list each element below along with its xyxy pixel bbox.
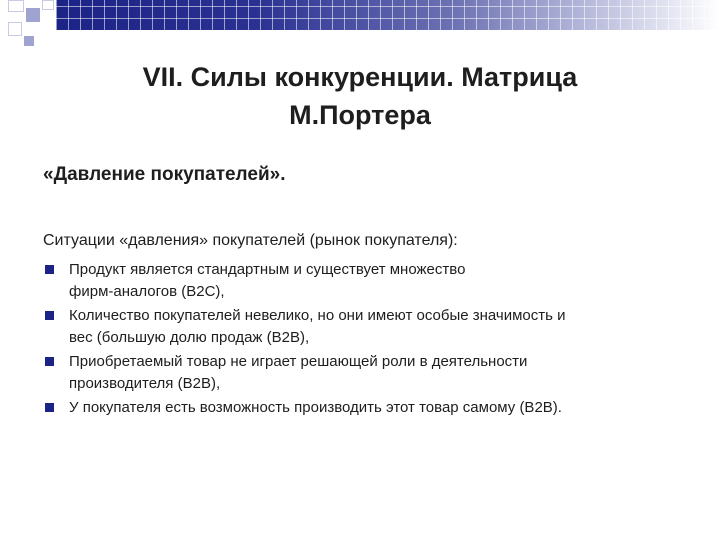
bullet-line: Продукт является стандартным и существует множество: [69, 261, 466, 278]
list-item: [43, 397, 683, 419]
bullet-line: У покупателя есть возможность производить этот товар самому (B2B).: [69, 399, 562, 416]
decor-square: [42, 0, 54, 10]
bullet-line: фирм-аналогов (B2C),: [69, 283, 225, 300]
list-item: [43, 351, 683, 395]
slide-subtitle: «Давление покупателей».: [43, 164, 286, 185]
square-bullet-icon: [45, 311, 54, 320]
slide-title: [60, 58, 660, 134]
bullet-list: [43, 259, 683, 421]
decor-square: [26, 8, 40, 22]
header-grid-pattern: [56, 0, 720, 30]
title-line-1: VII. Силы конкуренции. Матрица: [142, 62, 578, 92]
list-item: [43, 305, 683, 349]
bullet-line: вес (большую долю продаж (B2B),: [69, 329, 310, 346]
bullet-line: производителя (B2B),: [69, 375, 221, 392]
title-line-2: М.Портера: [289, 100, 431, 130]
bullet-line: Приобретаемый товар не играет решающей роли в деятельности: [69, 353, 528, 370]
square-bullet-icon: [45, 265, 54, 274]
intro-text: Ситуации «давления» покупателей (рынок покупателя):: [43, 232, 458, 249]
square-bullet-icon: [45, 403, 54, 412]
decor-square: [8, 0, 24, 12]
square-bullet-icon: [45, 357, 54, 366]
decor-square: [8, 22, 22, 36]
bullet-line: Количество покупателей невелико, но они имеют особые значимость и: [69, 307, 566, 324]
list-item: [43, 259, 683, 303]
decor-square: [24, 36, 34, 46]
